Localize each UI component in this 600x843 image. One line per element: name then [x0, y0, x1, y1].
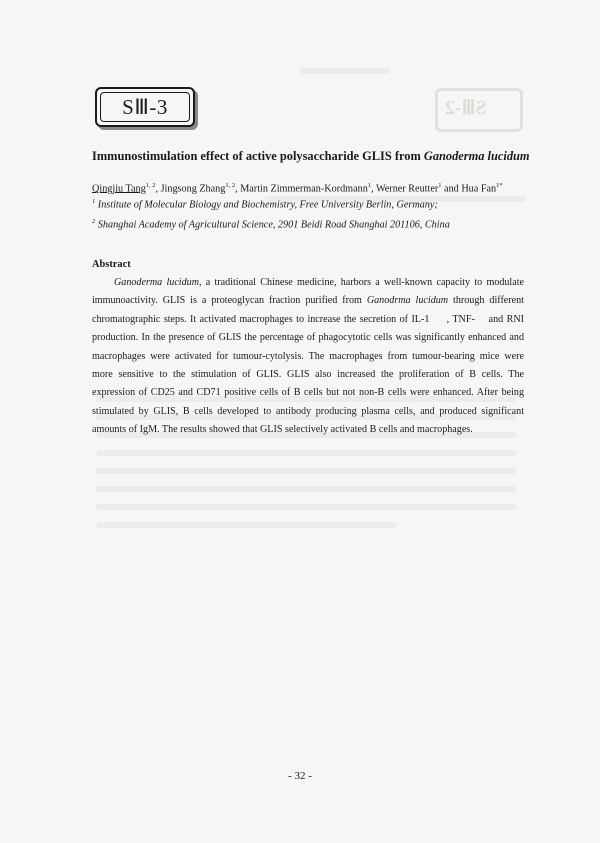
section-label: SⅢ-3 [122, 94, 168, 119]
affiliation-line [92, 218, 450, 230]
bleed-through-line [96, 522, 396, 528]
paper-title [92, 149, 562, 164]
abstract-line: production. In the presence of GLIS the percentage of phagocytotic cells was significantly enhanced and [92, 332, 524, 344]
author-separator: , [371, 183, 376, 195]
abstract-heading: Abstract [92, 259, 131, 270]
abstract-line: more sensitive to the stimulation of GLIS. GLIS also increased the proliferation of B cells. The [92, 369, 524, 381]
page-number: - 32 - [288, 770, 312, 782]
bleed-through-line [96, 450, 516, 456]
bleed-through-line [96, 504, 516, 510]
affiliation-mark: 1 [92, 198, 96, 205]
abstract-line: macrophages were activated for tumour-cytolysis. The macrophages from tumour-bearing mice were [92, 350, 524, 362]
author-affiliation-mark: 1, 2 [145, 182, 156, 189]
affiliation-mark: 2 [92, 218, 96, 225]
title-text: Immunostimulation effect of active polysaccharide GLIS from [92, 149, 424, 163]
bleed-through-line [300, 68, 390, 74]
abstract-line: expression of CD25 and CD71 positive cells of B cells but not non-B cells were enhanced. After being [92, 387, 524, 399]
author-affiliation-mark: 1* [496, 182, 503, 189]
bleed-through-label: SⅢ-2 [445, 97, 487, 119]
bleed-through-line [96, 486, 516, 492]
abstract-line: Ganoderma lucidum, a traditional Chinese medicine, harbors a well-known capacity to modulate [114, 277, 525, 288]
abstract-line: stimulated by GLIS, B cells developed to antibody producing plasma cells, and produced significant [92, 405, 524, 417]
author-name: Martin Zimmerman-Kordmann [240, 183, 368, 195]
author-affiliation-mark: 1 [367, 182, 372, 189]
abstract-line: immunoactivity. GLIS is a proteoglycan fraction purified from Ganodrma lucidum through different [92, 295, 524, 307]
author-name: Werner Reutter [375, 183, 439, 195]
abstract-line: amounts of IgM. The results showed that GLIS selectively activated B cells and macrophages. [92, 424, 473, 436]
abstract-body [92, 274, 524, 440]
title-species: Ganoderma lucidum [423, 149, 530, 163]
affiliation-line [92, 198, 438, 210]
author-affiliation-mark: 1, 2 [225, 182, 236, 189]
bleed-through-line [96, 468, 516, 474]
author-affiliation-mark: 1 [438, 182, 442, 189]
author-name: Jingsong Zhang [160, 183, 226, 195]
author-name: Hua Fan [461, 183, 497, 195]
affiliation-text: Shanghai Academy of Agricultural Science, 2901 Beidi Road Shanghai 201106, China [97, 219, 450, 231]
section-badge [95, 87, 195, 127]
author-name: Qingjiu Tang [92, 183, 146, 195]
author-separator: , [235, 183, 241, 195]
author-separator: and [441, 183, 462, 195]
affiliation-text: Institute of Molecular Biology and Biochemistry, Free University Berlin, Germany; [97, 199, 438, 211]
abstract-line: chromatographic steps. It activated macrophages to increase the secretion of IL-1 , TNF- and RNI [92, 313, 524, 325]
author-list [92, 182, 503, 194]
author-separator: , [155, 183, 161, 195]
